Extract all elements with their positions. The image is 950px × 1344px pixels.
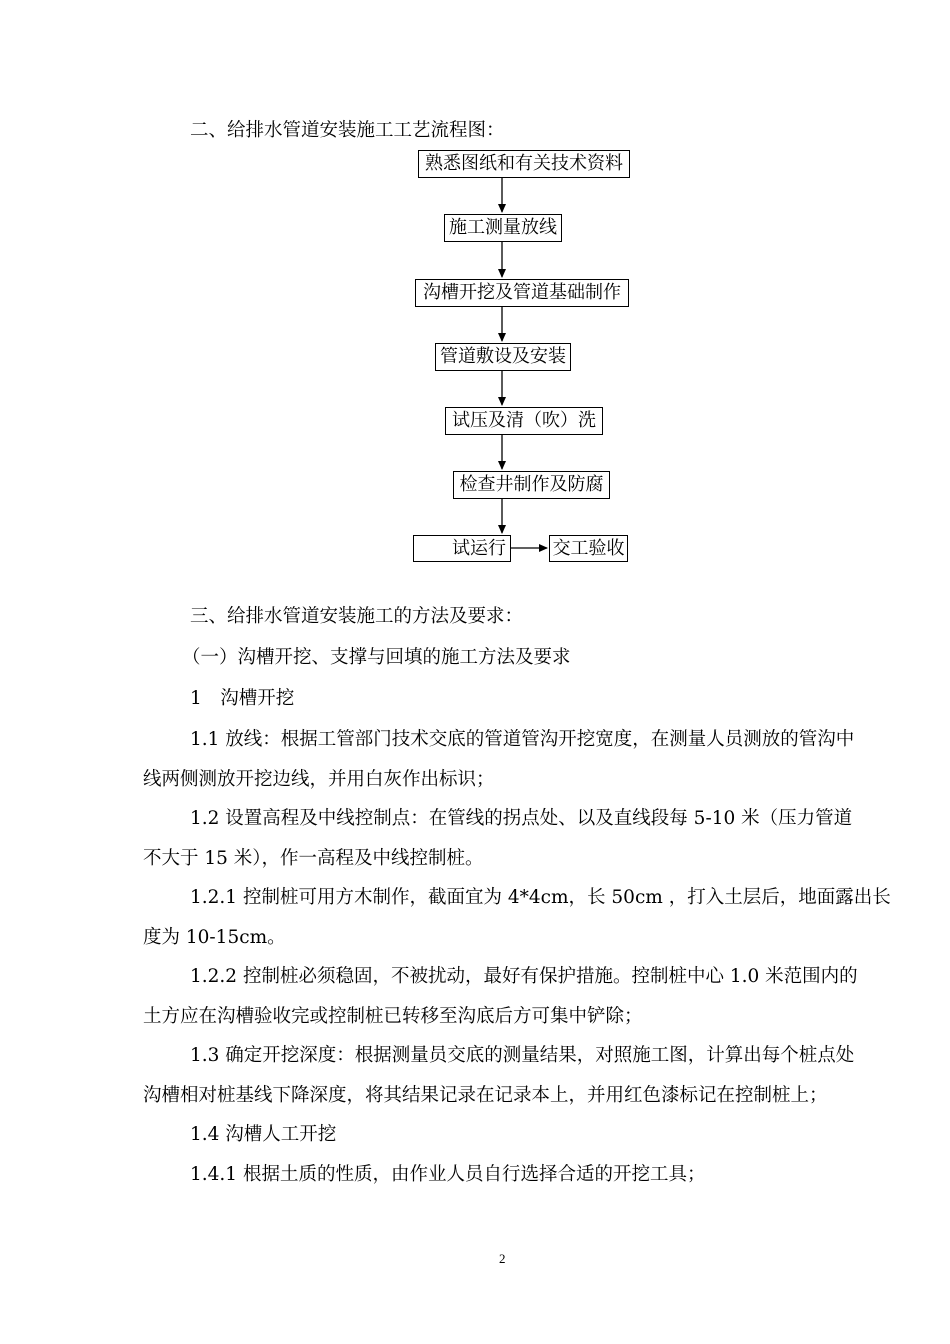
- flow-step-4: 管道敷设及安装: [435, 343, 571, 371]
- paragraph-1-3-line1: 1.3 确定开挖深度：根据测量员交底的测量结果，对照施工图，计算出每个桩点处: [190, 1045, 855, 1066]
- paragraph-1-1-line1: 1.1 放线：根据工管部门技术交底的管道管沟开挖宽度，在测量人员测放的管沟中: [190, 729, 855, 750]
- flow-step-8: 交工验收: [549, 535, 628, 562]
- section2-title: 二、给排水管道安装施工工艺流程图：: [190, 120, 505, 141]
- section3-title: 三、给排水管道安装施工的方法及要求：: [190, 606, 524, 627]
- paragraph-1-4: 1.4 沟槽人工开挖: [190, 1124, 337, 1145]
- flow-step-3: 沟槽开挖及管道基础制作: [415, 279, 629, 307]
- paragraph-1-2-2-line2: 土方应在沟槽验收完或控制桩已转移至沟底后方可集中铲除；: [143, 1006, 643, 1027]
- flow-step-1: 熟悉图纸和有关技术资料: [418, 150, 630, 178]
- flow-step-2: 施工测量放线: [444, 214, 562, 242]
- flow-step-7: 试运行: [413, 535, 511, 562]
- page-number: 2: [499, 1251, 506, 1266]
- paragraph-1-2-2-line1: 1.2.2 控制桩必须稳固，不被扰动，最好有保护措施。控制桩中心 1.0 米范围内的: [190, 966, 858, 987]
- paragraph-1-2-1-line1: 1.2.1 控制桩可用方木制作，截面宜为 4*4cm，长 50cm ，打入土层后，地面露出长: [190, 887, 891, 908]
- paragraph-1-2-1-line2: 度为 10-15cm。: [143, 927, 286, 948]
- flow-step-6: 检查井制作及防腐: [453, 471, 610, 499]
- flow-step-5: 试压及清（吹）洗: [445, 407, 603, 435]
- paragraph-1-3-line2: 沟槽相对桩基线下降深度，将其结果记录在记录本上，并用红色漆标记在控制桩上；: [143, 1085, 828, 1106]
- paragraph-1-1-line2: 线两侧测放开挖边线，并用白灰作出标识；: [143, 769, 495, 790]
- item1-title: 1 沟槽开挖: [190, 688, 295, 709]
- paragraph-1-4-1: 1.4.1 根据土质的性质，由作业人员自行选择合适的开挖工具；: [190, 1164, 706, 1185]
- paragraph-1-2-line1: 1.2 设置高程及中线控制点：在管线的拐点处、以及直线段每 5-10 米（压力管道: [190, 808, 853, 829]
- paragraph-1-2-line2: 不大于 15 米），作一高程及中线控制桩。: [143, 848, 484, 869]
- subsection1-title: （一）沟槽开挖、支撑与回填的施工方法及要求: [182, 647, 571, 668]
